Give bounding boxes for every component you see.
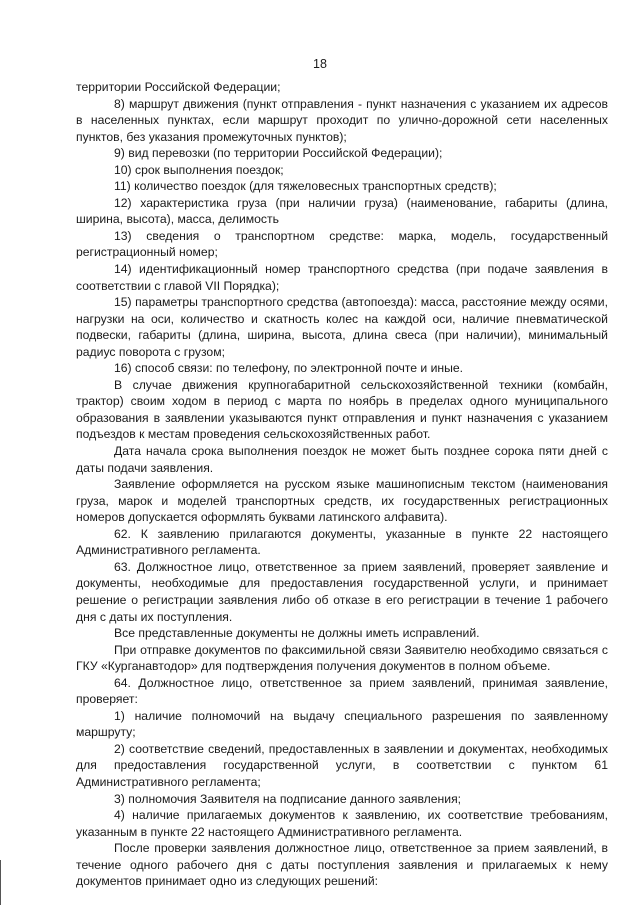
paragraph-agricultural-machinery: В случае движения крупногабаритной сельскохозяйственной техники (комбайн, трактор) своим ходом в период с марта по ноябрь в пределах одного муниципального образования в заявлении указываются пункт отправления и пункт назначения с указанием подъездов к местам проведения сельскохозяйственных работ. [76,377,608,442]
paragraph-item-10: 10) срок выполнения поездок; [114,162,284,177]
paragraph-check-1: 1) наличие полномочий на выдачу специального разрешения по заявленному маршруту; [76,708,608,740]
paragraph-application-language: Заявление оформляется на русском языке машинописным текстом (наименования груза, марок и моделей транспортных средств, их государственных регистрационных номеров допускается оформлять буквами латинского алфавита). [76,477,608,525]
paragraph-check-3: 3) полномочия Заявителя на подписание данного заявления; [114,791,462,806]
paragraph-item-8: 8) маршрут движения (пункт отправления - пункт назначения с указанием их адресов в населенных пунктах, если маршрут проходит по улично-дорожной сети населенных пунктов, без указания промежуточных пунктов); [76,96,608,144]
paragraph-section-63: 63. Должностное лицо, ответственное за прием заявлений, проверяет заявление и документы, необходимые для предоставления государственной услуги, и принимает решение о регистрации заявления либо об отказе в его регистрации в течение 1 рабочего дня с даты их поступления. [76,559,608,624]
scan-edge-line [0,860,1,905]
paragraph-after-check: После проверки заявления должностное лицо, ответственное за прием заявлений, в течение одного рабочего дня с даты поступления заявления и прилагаемых к нему документов принимает одно из следующих решений: [76,841,608,889]
paragraph-item-14: 14) идентификационный номер транспортного средства (при подаче заявления в соответствии с главой VII Порядка); [76,262,608,293]
paragraph-territory: территории Российской Федерации; [76,80,281,94]
paragraph-item-12: 12) характеристика груза (при наличии груза) (наименование, габариты (длина, ширина, высота), масса, делимость [76,195,608,227]
paragraph-fax: При отправке документов по факсимильной связи Заявителю необходимо связаться с ГКУ «Курганавтодор» для подтверждения получения документов в полном объеме. [76,642,608,674]
paragraph-no-corrections: Все представленные документы не должны иметь исправлений. [114,626,480,641]
page-number: 18 [313,57,327,71]
paragraph-item-11: 11) количество поездок (для тяжеловесных транспортных средств); [114,179,497,194]
paragraph-item-15: 15) параметры транспортного средства (автопоезда): масса, расстояние между осями, нагрузки на оси, количество и скатность колес на каждой оси, наличие пневматической подвески, габариты (длина, ширина, высота, длина свеса (при наличии), минимальный радиус поворота с грузом; [76,295,608,359]
paragraph-item-9: 9) вид перевозки (по территории Российской Федерации); [114,146,443,161]
paragraph-check-4: 4) наличие прилагаемых документов к заявлению, их соответствие требованиям, указанным в пункте 22 настоящего Административного регламента. [76,808,608,839]
paragraph-start-date: Дата начала срока выполнения поездок не может быть позднее сорока пяти дней с даты подачи заявления. [76,444,608,475]
document-body [76,79,608,890]
paragraph-check-2: 2) соответствие сведений, предоставленных в заявлении и документах, необходимых для предоставления государственной услуги, в соответствии с пунктом 61 Административного регламента; [76,741,608,789]
paragraph-section-62: 62. К заявлению прилагаются документы, указанные в пункте 22 настоящего Административного регламента. [76,526,608,558]
paragraph-item-13: 13) сведения о транспортном средстве: марка, модель, государственный регистрационный номер; [76,228,608,260]
paragraph-section-64: 64. Должностное лицо, ответственное за прием заявлений, принимая заявление, проверяет: [76,675,608,707]
paragraph-item-16: 16) способ связи: по телефону, по электронной почте и иные. [114,361,464,376]
